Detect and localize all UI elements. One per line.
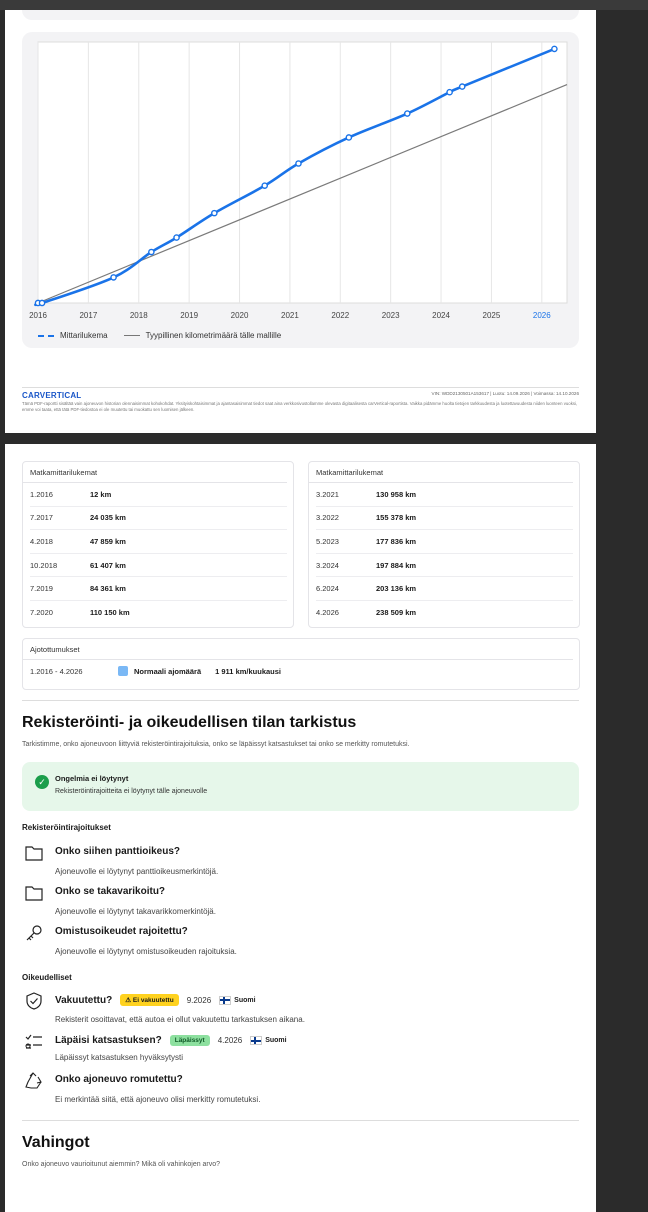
finland-flag-icon (250, 1036, 262, 1045)
question: Läpäisi katsastuksen? (55, 1035, 162, 1046)
success-banner (22, 762, 579, 811)
table-row (30, 554, 287, 578)
reading-km: 24 035 km (90, 513, 126, 523)
answer: Ajoneuvolle ei löytynyt omistusoikeuden rajoituksia. (55, 947, 237, 956)
x-tick-label: 2022 (331, 311, 350, 320)
pdf-page-2 (5, 444, 596, 1212)
mileage-point (346, 135, 351, 140)
folder-icon (24, 884, 44, 902)
driving-value: 1 911 km/kuukausi (215, 666, 281, 676)
answer: Läpäissyt katsastuksen hyväksytysti (55, 1053, 184, 1062)
question: Omistusoikeudet rajoitettu? (55, 926, 188, 937)
table-header: Matkamittarilukemat (309, 462, 573, 483)
reading-date: 4.2018 (30, 536, 53, 546)
reading-km: 197 884 km (376, 560, 417, 570)
chart-legend (38, 331, 281, 340)
vin-line: VIN: WDD2130501A153617 | Luotu: 14.09.2026 | Voimassa: 14.10.2026 (431, 391, 579, 396)
reading-date: 5.2023 (316, 536, 339, 546)
reading-date: 7.2019 (30, 584, 53, 594)
table-row (30, 483, 287, 507)
registration-subtitle: Tarkistimme, onko ajoneuvoon liittyviä rekisteröintirajoituksia, onko se läpäissyt katsastukset tai onko se merkitty romutetuksi. (22, 741, 410, 748)
country: Suomi (250, 1036, 286, 1045)
reading-date: 1.2016 (30, 489, 53, 499)
legend-swatch-mileage (38, 335, 54, 337)
disclaimer: Tämä PDF-raportti sisältää vain ajoneuvon historian olennaisimmat kohokohdat. Yksityiskohtaisimmat ja ajantasaisimmat tiedot saat aina verkkosivustollamme olevasta digitaalisesta carVertical-raportista. Vaikka pidämme huolta tietojen tarkkuudesta ja luotettavuudesta niiden luonteen vuoksi, emme voi taata, että tätä PDF-tiedostoa ei ole muutettu tai muokattu sen luomisen jälkeen. (22, 401, 578, 412)
table-row (316, 577, 573, 601)
status-badge: Läpäissyt (170, 1035, 210, 1046)
table-rows (23, 483, 293, 624)
question: Onko ajoneuvo romutettu? (55, 1074, 183, 1085)
x-tick-label: 2023 (381, 311, 400, 320)
question: Onko se takavarikoitu? (55, 886, 166, 897)
driving-row (30, 660, 573, 683)
table-row (316, 601, 573, 624)
table-rows (309, 483, 579, 624)
x-tick-label: 2021 (281, 311, 299, 320)
brand-logo: CARVERTICAL (22, 391, 82, 400)
odometer-table-right (308, 461, 580, 628)
x-tick-label: 2020 (230, 311, 249, 320)
table-row (30, 577, 287, 601)
section-divider (22, 700, 579, 701)
reading-date: 7.2020 (30, 607, 53, 617)
reading-date: 7.2017 (30, 513, 53, 523)
reading-km: 12 km (90, 489, 112, 499)
driving-range: 1.2016 - 4.2026 (30, 666, 83, 676)
mileage-point (460, 84, 465, 89)
page-footer (22, 387, 579, 412)
reading-date: 6.2024 (316, 584, 339, 594)
odometer-chart-card (22, 32, 579, 348)
odometer-chart (22, 32, 579, 332)
warning-icon: ⚠ (125, 997, 133, 1004)
table-row (30, 507, 287, 531)
legend-swatch-typical (124, 335, 140, 336)
reading-date: 3.2021 (316, 489, 339, 499)
recycle-icon (24, 1072, 44, 1090)
pdf-page-1 (5, 10, 596, 433)
answer: Ei merkintää siitä, että ajoneuvo olisi merkitty romutetuksi. (55, 1095, 261, 1104)
x-tick-label: 2024 (432, 311, 450, 320)
table-header: Matkamittarilukemat (23, 462, 287, 483)
table-row (30, 601, 287, 624)
mileage-point (174, 235, 179, 240)
x-tick-label: 2025 (482, 311, 501, 320)
checklist-icon (24, 1033, 44, 1051)
x-tick-label: 2018 (129, 311, 148, 320)
mileage-point (111, 275, 116, 280)
x-tick-label: 2016 (29, 311, 47, 320)
reading-km: 110 150 km (90, 607, 130, 617)
mileage-point (39, 300, 44, 305)
reading-km: 47 859 km (90, 536, 126, 546)
success-title: Ongelmia ei löytynyt (55, 774, 129, 783)
section-divider (22, 1120, 579, 1121)
restrictions-heading: Rekisteröintirajoitukset (22, 823, 111, 832)
previous-card-edge (22, 10, 579, 20)
legend-label-mileage: Mittarilukema (60, 331, 108, 340)
reading-km: 155 378 km (376, 513, 417, 523)
reading-km: 177 836 km (376, 536, 417, 546)
driving-habits-card (22, 638, 580, 690)
driving-header: Ajotottumukset (23, 639, 573, 660)
reading-km: 130 958 km (376, 489, 417, 499)
table-row (316, 554, 573, 578)
answer: Ajoneuvolle ei löytynyt takavarikkomerkintöjä. (55, 907, 216, 916)
question: Vakuutettu? (55, 994, 113, 1006)
reading-km: 238 509 km (376, 607, 417, 617)
viewer-topbar (0, 0, 648, 10)
folder-icon (24, 844, 44, 862)
damages-subtitle: Onko ajoneuvo vaurioitunut aiemmin? Mikä oli vahinkojen arvo? (22, 1161, 221, 1168)
legend-label-typical: Tyypillinen kilometrimäärä tälle mallille (145, 331, 282, 340)
legal-heading: Oikeudelliset (22, 973, 72, 982)
answer: Rekisterit osoittavat, että autoa ei ollut vakuutettu tarkastuksen aikana. (55, 1015, 305, 1024)
status-badge: ⚠ Ei vakuutettu (120, 994, 178, 1006)
x-tick-label: 2026 (532, 311, 551, 320)
success-text: Rekisteröintirajoitteita ei löytynyt tälle ajoneuvolle (55, 788, 208, 795)
mileage-point (296, 161, 301, 166)
driving-swatch (118, 666, 128, 676)
reading-km: 203 136 km (376, 584, 417, 594)
plot-area (38, 42, 567, 303)
reading-date: 10.2018 (30, 560, 58, 570)
damages-title: Vahingot (22, 1134, 90, 1151)
table-row (30, 530, 287, 554)
x-tick-label: 2017 (79, 311, 98, 320)
shield-check-icon (24, 992, 44, 1010)
reading-km: 61 407 km (90, 560, 126, 570)
question: Onko siihen panttioikeus? (55, 846, 181, 857)
reading-km: 84 361 km (90, 584, 126, 594)
insured-date: 9.2026 (186, 995, 212, 1005)
mileage-point (552, 46, 557, 51)
country: Suomi (219, 996, 255, 1005)
table-row (316, 530, 573, 554)
table-row (316, 483, 573, 507)
finland-flag-icon (219, 996, 231, 1005)
mileage-point (447, 90, 452, 95)
registration-title: Rekisteröinti- ja oikeudellisen tilan tarkistus (22, 714, 357, 731)
reading-date: 3.2024 (316, 560, 339, 570)
answer: Ajoneuvolle ei löytynyt panttioikeusmerkintöjä. (55, 867, 219, 876)
x-tick-label: 2019 (180, 311, 199, 320)
key-icon (24, 924, 44, 942)
mileage-point (212, 211, 217, 216)
mileage-point (405, 111, 410, 116)
mileage-point (262, 183, 267, 188)
reading-date: 4.2026 (316, 607, 339, 617)
odometer-table-left (22, 461, 294, 628)
check-circle-icon: ✓ (35, 775, 49, 789)
driving-label: Normaali ajomäärä (134, 666, 202, 676)
reading-date: 3.2022 (316, 513, 339, 523)
inspection-date: 4.2026 (217, 1036, 243, 1045)
table-row (316, 507, 573, 531)
mileage-point (149, 249, 154, 254)
